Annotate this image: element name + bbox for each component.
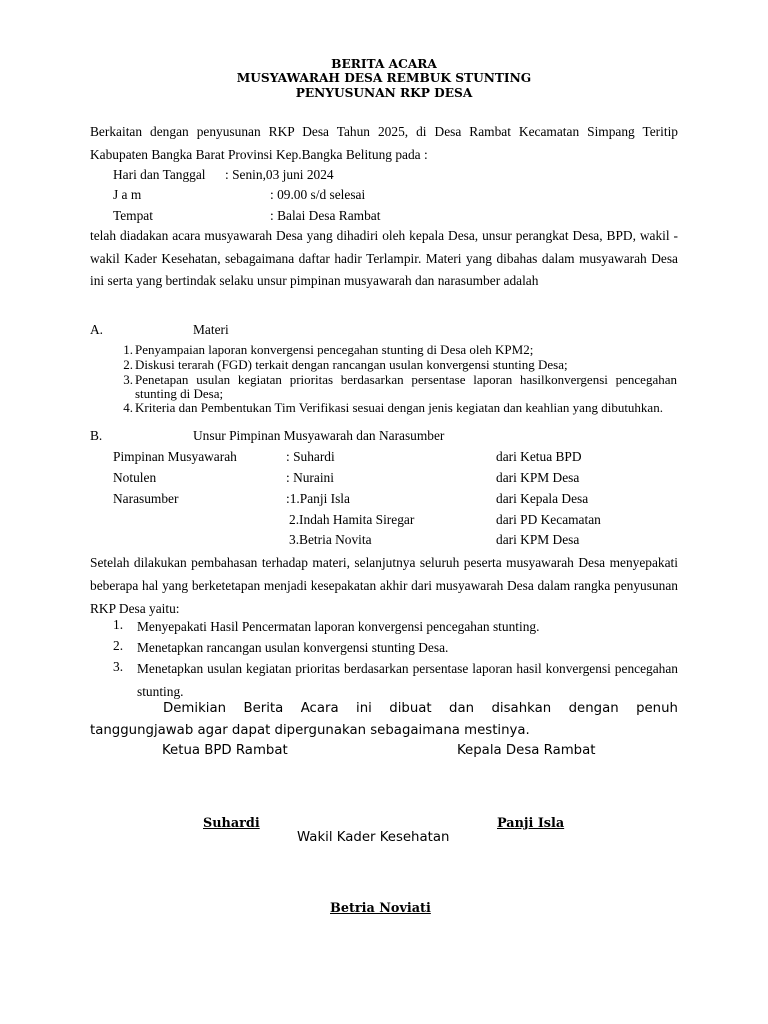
doc-title-line-1: BERITA ACARA bbox=[331, 57, 437, 71]
participant-origin: dari Kepala Desa bbox=[496, 491, 589, 506]
participant-origin: dari PD Kecamatan bbox=[496, 512, 601, 527]
schedule-time-label: J a m bbox=[113, 187, 142, 202]
closing-word: dengan bbox=[568, 701, 619, 716]
participant-row bbox=[113, 489, 673, 509]
participant-origin: dari KPM Desa bbox=[496, 470, 580, 485]
participant-row bbox=[113, 447, 673, 467]
list-item-number: 1. bbox=[123, 342, 133, 357]
signatory-left-name: Suhardi bbox=[203, 816, 260, 831]
participant-role: Notulen bbox=[113, 470, 157, 485]
closing-word: disahkan bbox=[491, 701, 552, 716]
section-b-title: Unsur Pimpinan Musyawarah dan Narasumber bbox=[193, 428, 445, 443]
schedule-day-row bbox=[113, 165, 513, 185]
agreement-text: Menetapkan usulan kegiatan prioritas berdasarkan persentase laporan hasil konvergensi pencegahan stunting. bbox=[137, 661, 678, 699]
participant-row bbox=[113, 468, 673, 488]
agreement-text: Menyepakati Hasil Pencermatan laporan konvergensi pencegahan stunting. bbox=[137, 619, 540, 634]
closing-word: ini bbox=[356, 701, 372, 716]
section-b-letter: B. bbox=[90, 428, 103, 443]
signatory-center-title: Wakil Kader Kesehatan bbox=[297, 830, 450, 845]
signatory-left-title: Ketua BPD Rambat bbox=[162, 743, 288, 758]
intro-paragraph: Berkaitan dengan penyusunan RKP Desa Tahun 2025, di Desa Rambat Kecamatan Simpang Teritip Kabupaten Bangka Barat Provinsi Kep.Bangka Belitung pada : bbox=[90, 124, 678, 162]
schedule-place-row bbox=[113, 206, 513, 226]
participant-name: 2.Indah Hamita Siregar bbox=[289, 512, 415, 527]
schedule-time-value: : 09.00 s/d selesai bbox=[270, 187, 366, 202]
doc-title-line-2: MUSYAWARAH DESA REMBUK STUNTING bbox=[236, 71, 532, 85]
schedule-place-label: Tempat bbox=[113, 208, 153, 223]
participant-role: Pimpinan Musyawarah bbox=[113, 449, 237, 464]
section-a-title: Materi bbox=[193, 322, 229, 337]
schedule-day-label: Hari dan Tanggal bbox=[113, 167, 206, 182]
closing-word: Acara bbox=[300, 701, 339, 716]
closing-word: dan bbox=[449, 701, 475, 716]
participant-role: Narasumber bbox=[113, 491, 179, 506]
list-item-text: Diskusi terarah (FGD) terkait dengan rancangan usulan konvergensi stunting Desa; bbox=[135, 357, 568, 372]
schedule-day-value: : Senin,03 juni 2024 bbox=[225, 167, 334, 182]
agreement-number: 2. bbox=[113, 638, 124, 653]
closing-line-2: tanggungjawab agar dapat dipergunakan sebagaimana mestinya. bbox=[90, 723, 530, 738]
participant-name: : Suhardi bbox=[286, 449, 335, 464]
closing-word: Demikian bbox=[163, 701, 227, 716]
agreement-number: 3. bbox=[113, 659, 124, 674]
section-a-letter: A. bbox=[90, 322, 104, 337]
participant-row bbox=[113, 530, 673, 550]
closing-word: dibuat bbox=[389, 701, 432, 716]
list-item-text: Kriteria dan Pembentukan Tim Verifikasi sesuai dengan jenis kegiatan dan keahlian yang dibutuhkan. bbox=[135, 400, 663, 415]
list-item-text: Penetapan usulan kegiatan prioritas berdasarkan persentase laporan hasilkonvergensi pencegahan stunting di Desa; bbox=[135, 372, 677, 401]
list-item-number: 2. bbox=[123, 357, 133, 372]
list-item-text: Penyampaian laporan konvergensi pencegahan stunting di Desa oleh KPM2; bbox=[135, 342, 534, 357]
signatory-center-name: Betria Noviati bbox=[330, 901, 431, 916]
participant-origin: dari KPM Desa bbox=[496, 532, 580, 547]
agreement-number: 1. bbox=[113, 617, 124, 632]
agreement-text: Menetapkan rancangan usulan konvergensi stunting Desa. bbox=[137, 640, 449, 655]
schedule-time-row bbox=[113, 185, 513, 205]
signatory-right-name: Panji Isla bbox=[497, 816, 565, 831]
participant-origin: dari Ketua BPD bbox=[496, 449, 582, 464]
closing-paragraph bbox=[90, 698, 678, 742]
doc-title-line-3: PENYUSUNAN RKP DESA bbox=[295, 86, 473, 100]
participant-row bbox=[113, 510, 673, 530]
list-item-number: 4. bbox=[123, 400, 133, 415]
participant-name: :1.Panji Isla bbox=[286, 491, 350, 506]
signatory-right-title: Kepala Desa Rambat bbox=[457, 743, 596, 758]
list-item-number: 3. bbox=[123, 372, 133, 387]
body-paragraph-2: Setelah dilakukan pembahasan terhadap materi, selanjutnya seluruh peserta musyawarah Desa menyepakati beberapa hal yang berketetapan menjadi kesepakatan akhir dari musyawarah Desa dalam rangka penyusunan RKP Desa yaitu: bbox=[90, 555, 678, 616]
participant-name: : Nuraini bbox=[286, 470, 334, 485]
closing-word: Berita bbox=[243, 701, 284, 716]
closing-line-1 bbox=[90, 698, 678, 720]
schedule-place-value: : Balai Desa Rambat bbox=[270, 208, 381, 223]
closing-word: penuh bbox=[636, 701, 678, 716]
participant-name: 3.Betria Novita bbox=[289, 532, 372, 547]
body-paragraph-1: telah diadakan acara musyawarah Desa yang dihadiri oleh kepala Desa, unsur perangkat Desa, BPD, wakil - wakil Kader Kesehatan, sebagaimana daftar hadir Terlampir. Materi yang dibahas dalam musyawarah Desa ini serta yang bertindak selaku unsur pimpinan musyawarah dan narasumber adalah bbox=[90, 228, 678, 288]
